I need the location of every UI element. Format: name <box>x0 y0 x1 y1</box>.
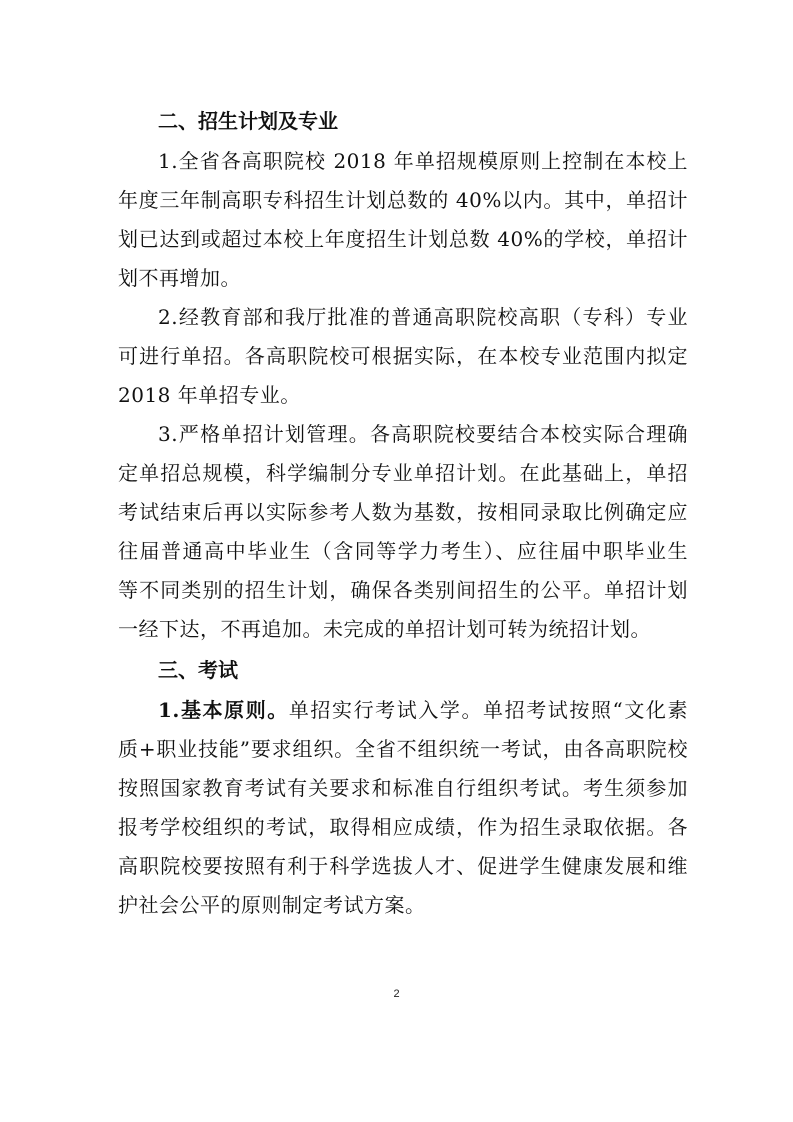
text-line: 等不同类别的招生计划，确保各类别间招生的公平。单招计划 <box>118 578 688 602</box>
text-line: 护社会公平的原则制定考试方案。 <box>118 893 426 917</box>
text-line: 定单招总规模，科学编制分专业单招计划。在此基础上，单招 <box>118 461 688 485</box>
text-line: 划不再增加。 <box>118 266 241 290</box>
text-line: 按照国家教育考试有关要求和标准自行组织考试。考生须参加 <box>118 776 688 800</box>
text-line: 划已达到或超过本校上年度招生计划总数 40%的学校，单招计 <box>118 227 688 251</box>
text-line: 年度三年制高职专科招生计划总数的 40%以内。其中，单招计 <box>118 188 688 212</box>
paragraph-lead-rest: 单招实行考试入学。单招考试按照“文化素 <box>288 698 688 722</box>
text-line: 一经下达，不再追加。未完成的单招计划可转为统招计划。 <box>118 617 651 641</box>
text-line: 1.全省各高职院校 2018 年单招规模原则上控制在本校上 <box>158 149 688 173</box>
text-line: 报考学校组织的考试，取得相应成绩，作为招生录取依据。各 <box>118 815 688 839</box>
text-line: 可进行单招。各高职院校可根据实际，在本校专业范围内拟定 <box>118 344 688 368</box>
text-line: 3.严格单招计划管理。各高职院校要结合本校实际合理确 <box>158 422 688 446</box>
document-body <box>118 100 688 925</box>
text-line: 2.经教育部和我厅批准的普通高职院校高职（专科）专业 <box>158 305 688 329</box>
text-line: 考试结束后再以实际参考人数为基数，按相同录取比例确定应 <box>118 500 688 524</box>
paragraph-lead: 1.基本原则。 <box>158 698 289 722</box>
text-line: 高职院校要按照有利于科学选拔人才、促进学生健康发展和维 <box>118 854 688 878</box>
paragraph-plan-management <box>118 415 688 649</box>
paragraph-scale-control <box>118 142 688 298</box>
section-heading-enrollment-plan: 二、招生计划及专业 <box>158 109 338 133</box>
text-line: 2018 年单招专业。 <box>118 383 301 407</box>
page-number: 2 <box>393 988 400 1000</box>
text-line <box>118 691 688 730</box>
paragraph-majors <box>118 298 688 415</box>
section-heading-exam: 三、考试 <box>158 658 238 682</box>
paragraph-basic-principles <box>118 691 688 925</box>
text-line: 质+职业技能”要求组织。全省不组织统一考试，由各高职院校 <box>118 737 688 761</box>
text-line: 往届普通高中毕业生（含同等学力考生）、应往届中职毕业生 <box>118 539 688 563</box>
